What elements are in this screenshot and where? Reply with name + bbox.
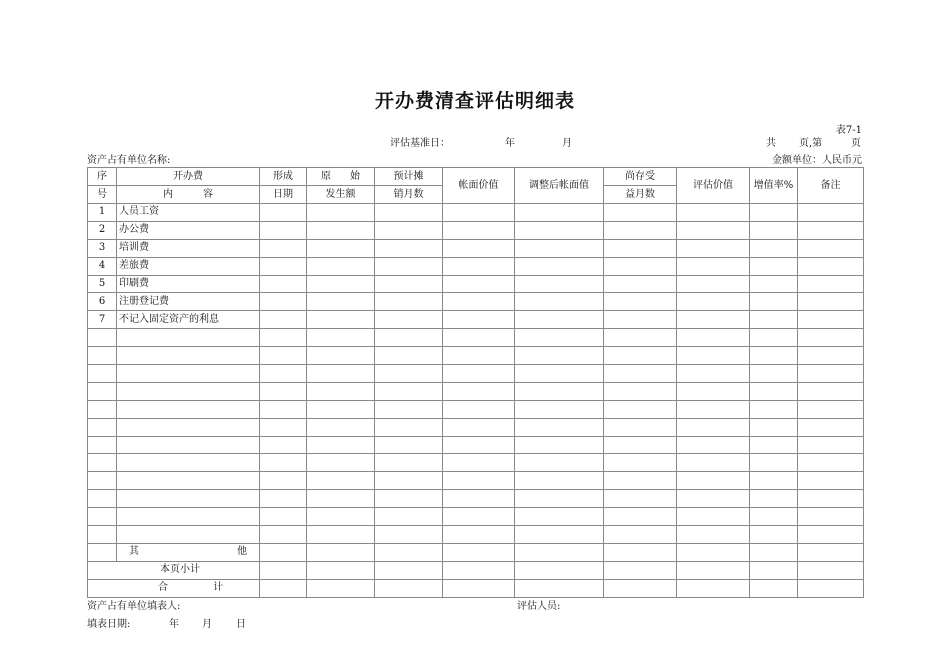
footer-day: 日 [236,619,246,630]
table-cell [88,508,117,526]
table-number: 表7-1 [835,125,862,136]
table-cell [515,436,604,454]
table-cell [677,508,750,526]
table-cell [117,526,260,544]
table-cell [604,239,677,257]
table-cell [515,347,604,365]
table-cell [443,436,515,454]
table-cell [260,293,307,311]
page-title: 开办费清查评估明细表 [374,90,575,112]
table-cell [604,382,677,400]
row-number: 4 [88,257,117,275]
header-increase-rate: 增值率% [750,168,798,204]
table-cell [375,472,443,490]
table-cell [260,239,307,257]
table-cell [375,526,443,544]
table-cell [750,365,798,383]
table-cell [375,490,443,508]
table-cell [117,454,260,472]
table-cell [750,347,798,365]
other-label [117,543,260,561]
table-cell [750,257,798,275]
table-cell [604,221,677,239]
table-cell [375,329,443,347]
table-cell [260,221,307,239]
table-cell [88,400,117,418]
table-cell [604,508,677,526]
table-cell [88,436,117,454]
table-row [88,204,864,222]
header-item-bottom-a: 内 [163,188,173,200]
page-total-label: 共 [766,138,776,149]
header-form-bottom: 日期 [260,186,307,204]
table-cell [604,329,677,347]
table-cell [307,454,375,472]
row-number: 3 [88,239,117,257]
table-cell [604,418,677,436]
table-row [88,365,864,383]
table-cell [604,472,677,490]
table-row [88,293,864,311]
row-number: 5 [88,275,117,293]
table-cell [677,275,750,293]
table-cell [798,472,864,490]
table-cell [375,239,443,257]
table-cell [117,508,260,526]
table-cell [443,400,515,418]
table-cell [443,221,515,239]
table-cell [798,239,864,257]
table-cell [260,329,307,347]
table-cell [307,257,375,275]
header-remain-bottom: 益月数 [604,186,677,204]
table-cell [443,526,515,544]
table-cell [260,490,307,508]
table-cell [750,400,798,418]
row-item: 印刷费 [117,275,260,293]
other-label-b: 他 [237,546,247,558]
header-seq-bottom: 号 [88,186,117,204]
table-cell [307,418,375,436]
table-cell [750,275,798,293]
currency-label: 金额单位：人民币元 [772,155,862,166]
table-cell [798,490,864,508]
table-cell [677,311,750,329]
table-cell [677,400,750,418]
header-item-bottom-b: 容 [203,188,213,200]
footer-fill-date-label: 填表日期: [87,619,131,630]
table-cell [604,347,677,365]
table-cell [443,329,515,347]
row-item: 注册登记费 [117,293,260,311]
table-cell [750,329,798,347]
table-cell [604,257,677,275]
table-cell [677,472,750,490]
table-cell [798,436,864,454]
table-cell [117,329,260,347]
table-cell [677,221,750,239]
header-orig-top-a: 原 [321,170,331,182]
table-cell [117,472,260,490]
table-cell [677,418,750,436]
table-cell [515,239,604,257]
table-cell [798,293,864,311]
table-cell [88,365,117,383]
table-cell [117,382,260,400]
header-row-top [88,168,864,186]
table-cell [117,347,260,365]
table-cell [515,382,604,400]
table-cell [798,221,864,239]
table-cell [443,454,515,472]
row-number: 2 [88,221,117,239]
table-cell [443,347,515,365]
table-cell [88,472,117,490]
table-cell [677,347,750,365]
header-adjusted-value: 调整后帐面值 [515,168,604,204]
table-cell [604,293,677,311]
page-current-label: 页,第 [799,138,823,149]
table-cell [88,454,117,472]
header-eval-value: 评估价值 [677,168,750,204]
table-cell [375,347,443,365]
table-cell [515,508,604,526]
footer-month: 月 [202,619,212,630]
table-cell [260,418,307,436]
table-cell [604,275,677,293]
table-cell [260,436,307,454]
table-cell [798,275,864,293]
table-cell [375,400,443,418]
table-cell [750,490,798,508]
table-cell [750,418,798,436]
table-cell [798,365,864,383]
base-date-label: 评估基准日： [390,138,450,149]
table-cell [88,526,117,544]
table-cell [117,400,260,418]
table-cell [307,347,375,365]
subtotal-label-b: 页 [170,564,180,576]
table-cell [260,472,307,490]
table-cell [443,472,515,490]
base-date-month: 月 [562,138,572,149]
header-amort-top: 预计摊 [375,168,443,186]
table-cell [677,239,750,257]
table-cell [750,382,798,400]
table-cell [88,329,117,347]
row-item: 差旅费 [117,257,260,275]
table-row [88,382,864,400]
table-cell [798,257,864,275]
table-cell [260,508,307,526]
table-cell [375,365,443,383]
table-cell [515,257,604,275]
page-end-label: 页 [851,138,861,149]
table-cell [515,329,604,347]
table-row [88,329,864,347]
table-cell [88,382,117,400]
table-cell [677,204,750,222]
table-cell [117,365,260,383]
row-item: 培训费 [117,239,260,257]
table-cell [260,257,307,275]
header-orig-top [307,168,375,186]
table-cell [260,382,307,400]
table-cell [443,311,515,329]
table-cell [443,257,515,275]
unit-name-label: 资产占有单位名称: [87,155,171,166]
table-cell [307,472,375,490]
table-cell [604,526,677,544]
row-number: 1 [88,204,117,222]
other-row [88,543,864,561]
table-cell [307,508,375,526]
table-cell [515,311,604,329]
table-cell [515,400,604,418]
table-cell [307,400,375,418]
total-label-a: 合 [158,582,168,594]
table-cell [260,400,307,418]
table-cell [443,204,515,222]
table-cell [798,508,864,526]
table-cell [750,293,798,311]
table-cell [677,490,750,508]
table-cell [375,221,443,239]
subtotal-row [88,561,864,579]
table-cell [750,436,798,454]
table-cell [750,221,798,239]
table-cell [260,275,307,293]
table-cell [750,472,798,490]
table-cell [798,347,864,365]
table-row [88,311,864,329]
table-cell [88,490,117,508]
table-cell [677,454,750,472]
table-row [88,508,864,526]
table-cell [375,275,443,293]
table-cell [307,365,375,383]
table-cell [604,204,677,222]
table-cell [798,311,864,329]
other-label-a: 其 [129,546,139,558]
table-cell [307,526,375,544]
header-remarks: 备注 [798,168,864,204]
table-cell [375,382,443,400]
table-cell [515,418,604,436]
table-cell [260,311,307,329]
header-seq-top: 序 [88,168,117,186]
row-item: 人员工资 [117,204,260,222]
table-cell [677,293,750,311]
table-cell [443,490,515,508]
table-cell [798,454,864,472]
table-cell [750,508,798,526]
subtotal-label-d: 计 [190,564,200,576]
table-cell [798,400,864,418]
table-cell [375,257,443,275]
table-cell [307,311,375,329]
table-cell [750,204,798,222]
row-number: 6 [88,293,117,311]
header-orig-top-b: 始 [350,170,360,182]
table-cell [515,526,604,544]
footer-filler-label: 资产占有单位填表人: [87,601,181,612]
table-row [88,436,864,454]
subtotal-label-a: 本 [160,564,170,576]
detail-table [87,167,864,598]
table-cell [375,436,443,454]
table-cell [515,472,604,490]
header-item-bottom [117,186,260,204]
table-cell [443,365,515,383]
table-row [88,400,864,418]
total-row [88,579,864,597]
table-row [88,257,864,275]
table-cell [750,454,798,472]
table-cell [307,382,375,400]
table-cell [375,454,443,472]
table-cell [443,508,515,526]
table-cell [750,311,798,329]
table-cell [750,526,798,544]
table-cell [117,436,260,454]
table-row [88,347,864,365]
table-cell [443,418,515,436]
table-row [88,239,864,257]
total-label-b: 计 [213,582,223,594]
table-cell [798,204,864,222]
table-cell [307,204,375,222]
table-cell [515,275,604,293]
table-cell [307,221,375,239]
table-cell [88,418,117,436]
table-cell [260,365,307,383]
table-row [88,454,864,472]
table-cell [307,329,375,347]
table-row [88,275,864,293]
subtotal-label-c: 小 [180,564,190,576]
table-cell [443,275,515,293]
table-cell [307,490,375,508]
table-row [88,472,864,490]
header-book-value: 帐面价值 [443,168,515,204]
header-orig-bottom: 发生额 [307,186,375,204]
table-cell [798,329,864,347]
table-cell [375,311,443,329]
header-form-top: 形成 [260,168,307,186]
table-cell [117,418,260,436]
table-cell [604,311,677,329]
total-label [88,579,260,597]
table-body [88,204,864,544]
footer-evaluator-label: 评估人员: [517,601,561,612]
table-cell [677,257,750,275]
table-cell [375,293,443,311]
subtotal-label [88,561,260,579]
table-cell [604,365,677,383]
table-cell [260,454,307,472]
table-row [88,418,864,436]
table-cell [307,275,375,293]
table-cell [515,293,604,311]
table-cell [677,382,750,400]
table-cell [515,490,604,508]
table-cell [515,221,604,239]
table-cell [750,239,798,257]
table-cell [443,382,515,400]
table-cell [604,454,677,472]
table-row [88,526,864,544]
table-cell [515,454,604,472]
table-cell [307,293,375,311]
table-cell [604,490,677,508]
table-cell [375,204,443,222]
table-cell [375,418,443,436]
header-remain-top: 尚存受 [604,168,677,186]
table-cell [515,204,604,222]
table-cell [515,365,604,383]
header-amort-bottom: 销月数 [375,186,443,204]
table-cell [604,436,677,454]
table-cell [798,382,864,400]
table-cell [443,293,515,311]
table-cell [307,239,375,257]
row-number: 7 [88,311,117,329]
table-cell [307,436,375,454]
table-cell [375,508,443,526]
table-cell [677,526,750,544]
table-cell [88,347,117,365]
base-date-year: 年 [505,138,515,149]
table-cell [604,400,677,418]
table-cell [798,526,864,544]
table-row [88,221,864,239]
table-cell [117,490,260,508]
table-cell [260,526,307,544]
row-item: 办公费 [117,221,260,239]
table-cell [260,204,307,222]
table-cell [443,239,515,257]
table-cell [677,365,750,383]
table-cell [677,329,750,347]
table-cell [677,436,750,454]
table-cell [798,418,864,436]
header-item-top: 开办费 [117,168,260,186]
footer-year: 年 [169,619,179,630]
table-cell [260,347,307,365]
row-item: 不记入固定资产的利息 [117,311,260,329]
table-row [88,490,864,508]
